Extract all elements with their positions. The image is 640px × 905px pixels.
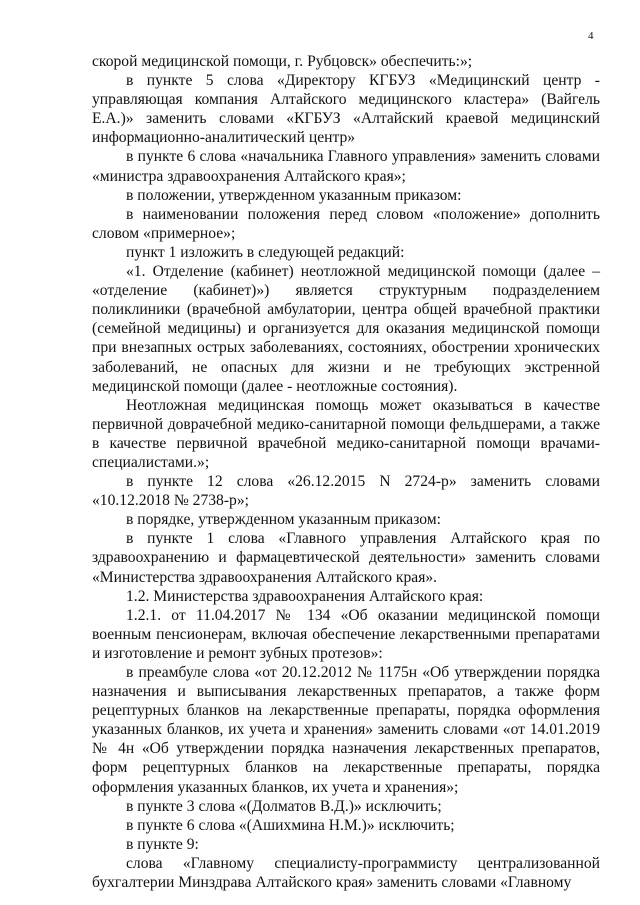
paragraph: в пункте 1 слова «Главного управления Алтайского края по здравоохранению и фармацевтической деятельности» заменить словами «Министерства здравоохранения Алтайского края». [92, 530, 600, 586]
paragraph: в пункте 3 слова «(Долматов В.Д.)» исключить; [126, 797, 442, 815]
paragraph: 1.2. Министерства здравоохранения Алтайского края: [126, 587, 484, 605]
paragraph: в преамбуле слова «от 20.12.2012 № 1175н «Об утверждении порядка назначения и выписывания лекарственных препаратов, а также форм рецептурных бланков на лекарственные препараты, порядка оформления указанных бланков, их учета и хранения» заменить словами «от 14.01.2019 № 4н «Об утверждении порядка назначения лекарственных препаратов, форм рецептурных бланков на лекарственные препараты, порядка оформления указанных бланков, их учета и хранения»; [92, 664, 600, 796]
paragraph: слова «Главному специалисту-программисту централизованной бухгалтерии Минздрава Алтайского края» заменить словами «Главному [92, 854, 600, 892]
paragraph: Неотложная медицинская помощь может оказываться в качестве первичной доврачебной медико-санитарной помощи фельдшерами, а также в качестве первичной врачебной медико-санитарной помощи врачами-специалистами.»; [92, 396, 600, 471]
paragraph: в пункте 6 слова «(Ашихмина Н.М.)» исключить; [126, 816, 455, 834]
paragraph: в положении, утвержденном указанным приказом: [126, 186, 462, 204]
paragraph: пункт 1 изложить в следующей редакций: [126, 243, 405, 261]
paragraph: в пункте 9: [126, 835, 199, 853]
paragraph: «1. Отделение (кабинет) неотложной медицинской помощи (далее – «отделение (кабинет)») является структурным подразделением поликлиники (врачебной амбулатории, центра общей врачебной практики (семейной медицины) и организуется для оказания медицинской помощи при внезапных острых заболеваниях, состояниях, обострении хронических заболеваний, не опасных для жизни и не требующих экстренной медицинской помощи (далее - неотложные состояния). [92, 263, 600, 395]
paragraph: 1.2.1. от 11.04.2017 № 134 «Об оказании медицинской помощи военным пенсионерам, включая обеспечение лекарственными препаратами и изготовление и ремонт зубных протезов»: [92, 606, 600, 662]
paragraph: скорой медицинской помощи, г. Рубцовск» обеспечить:»; [92, 53, 473, 70]
paragraph: в пункте 6 слова «начальника Главного управления» заменить словами «министра здравоохранения Алтайского края»; [92, 148, 600, 185]
paragraph: в пункте 5 слова «Директору КГБУЗ «Медицинский центр - управляющая компания Алтайского медицинского кластера» (Вайгель Е.А.)» заменить словами «КГБУЗ «Алтайский краевой медицинский информационно-аналитический центр» [92, 72, 600, 147]
paragraph: в порядке, утвержденном указанным приказом: [126, 511, 441, 529]
page-number: 4 [588, 30, 594, 42]
paragraph: в наименовании положения перед словом «положение» дополнить словом «примерное»; [92, 205, 600, 242]
document-body [92, 52, 600, 892]
paragraph: в пункте 12 слова «26.12.2015 N 2724-р» заменить словами «10.12.2018 № 2738-р»; [92, 473, 600, 510]
